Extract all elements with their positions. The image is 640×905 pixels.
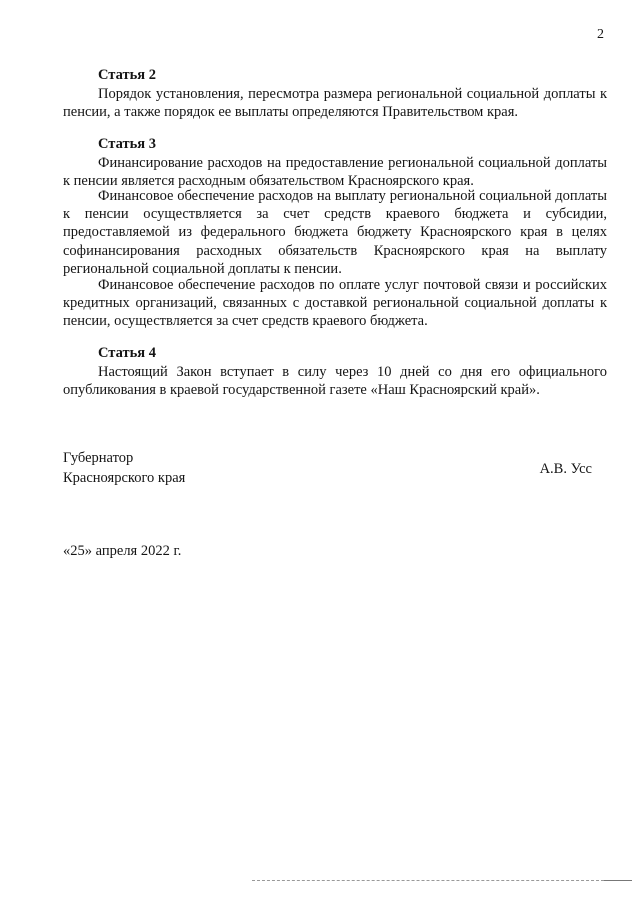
signer-title-line-2: Красноярского края	[63, 470, 186, 486]
article-4-paragraph-1: Настоящий Закон вступает в силу через 10 дней со дня его официального опубликования в краевой государственной газете «Наш Красноярский край».	[63, 364, 607, 399]
signer-title	[63, 448, 185, 488]
article-3-paragraph-3: Финансовое обеспечение расходов по оплате услуг почтовой связи и российских кредитных организаций, связанных с доставкой региональной социальной доплаты к пенсии, осуществляется за счет средств краевого бюджета.	[63, 277, 607, 330]
signing-date: «25» апреля 2022 г.	[63, 543, 182, 559]
page-number: 2	[597, 27, 604, 42]
footer-divider	[252, 880, 604, 881]
article-3-paragraph-2: Финансовое обеспечение расходов на выплату региональной социальной доплаты к пенсии осуществляется за счет средств краевого бюджета и субсидии, предоставляемой из федерального бюджета бюджету Красноярского края в целях софинансирования расходных обязательств Красноярского края на выплату региональной социальной доплаты к пенсии.	[63, 188, 607, 277]
article-3-heading: Статья 3	[98, 136, 156, 152]
signer-title-line-1: Губернатор	[63, 450, 134, 466]
signer-name: А.В. Усс	[539, 461, 592, 477]
article-3-paragraph-1: Финансирование расходов на предоставление региональной социальной доплаты к пенсии является расходным обязательством Красноярского края.	[63, 155, 607, 190]
footer-divider-end	[604, 880, 632, 881]
article-2-heading: Статья 2	[98, 67, 156, 83]
article-4-heading: Статья 4	[98, 345, 156, 361]
article-2-paragraph-1: Порядок установления, пересмотра размера региональной социальной доплаты к пенсии, а также порядок ее выплаты определяются Правительством края.	[63, 86, 607, 121]
